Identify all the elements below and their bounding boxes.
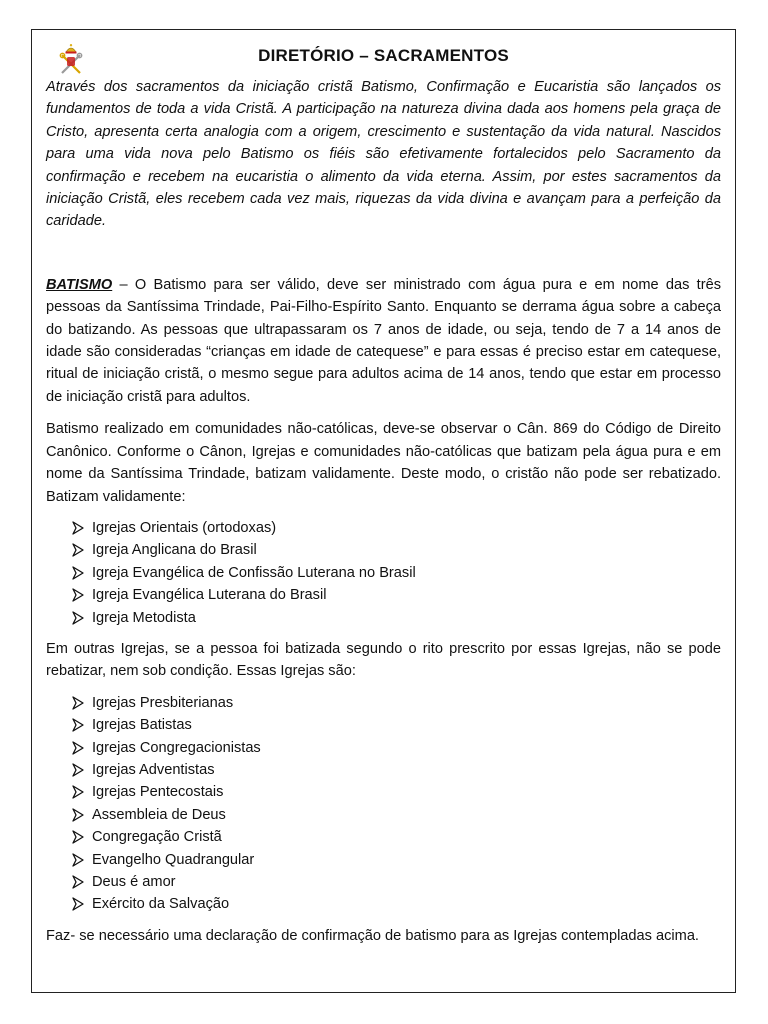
list-item (72, 804, 721, 826)
list-item-label: Igreja Evangélica de Confissão Luterana no Brasil (92, 564, 416, 581)
non-catholic-paragraph: Batismo realizado em comunidades não-católicas, deve-se observar o Cân. 869 do Código de Direito Canônico. Conforme o Cânon, Igrejas e comunidades não-católicas que batizam pela água pura e em nome da Santíssima Trindade, batizam validamente. Deste modo, o cristão não pode ser rebatizado. Batizam validamente: (46, 421, 721, 505)
batismo-term: BATISMO (46, 276, 113, 293)
arrowhead-bullet-icon (72, 741, 84, 755)
list-item (72, 584, 721, 606)
list-item-label: Evangelho Quadrangular (92, 851, 255, 868)
arrowhead-bullet-icon (72, 611, 84, 625)
list-item (72, 562, 721, 584)
page-title: DIRETÓRIO – SACRAMENTOS (258, 46, 509, 65)
list-item-label: Igrejas Adventistas (92, 761, 215, 778)
list-item (72, 737, 721, 759)
valid-churches-list (46, 517, 721, 629)
list-item-label: Igrejas Congregacionistas (92, 739, 261, 756)
list-item (72, 871, 721, 893)
other-churches-paragraph: Em outras Igrejas, se a pessoa foi batizada segundo o rito prescrito por essas Igrejas, não se pode rebatizar, nem sob condição. Essas Igrejas são: (46, 640, 721, 680)
arrowhead-bullet-icon (72, 718, 84, 732)
list-item (72, 714, 721, 736)
intro-paragraph: Através dos sacramentos da iniciação cristã Batismo, Confirmação e Eucaristia são lançados os fundamentos de toda a vida Cristã. A participação na natureza divina dada aos homens pela graça de Cristo, apresenta certa analogia com a origem, crescimento e sustentação da vida natural. Nascidos para uma vida nova pelo Batismo os fiéis são efetivamente fortalecidos pelo Sacramento da confirmação e recebem na eucaristia o alimento da vida eterna. Assim, por estes sacramentos da iniciação Cristã, eles recebem cada vez mais, riquezas da vida divina e avançam para a perfeição da caridade. (46, 79, 721, 230)
arrowhead-bullet-icon (72, 763, 84, 777)
arrowhead-bullet-icon (72, 785, 84, 799)
list-item (72, 759, 721, 781)
list-item (72, 539, 721, 561)
arrowhead-bullet-icon (72, 566, 84, 580)
document-body (46, 40, 721, 947)
list-item-label: Igreja Evangélica Luterana do Brasil (92, 587, 327, 604)
list-item-label: Igreja Anglicana do Brasil (92, 542, 257, 559)
list-item-label: Igrejas Pentecostais (92, 784, 224, 801)
arrowhead-bullet-icon (72, 853, 84, 867)
arrowhead-bullet-icon (72, 830, 84, 844)
list-item (72, 517, 721, 539)
list-item-label: Igrejas Presbiterianas (92, 694, 234, 711)
batismo-text: – O Batismo para ser válido, deve ser ministrado com água pura e em nome das três pessoas da Santíssima Trindade, Pai-Filho-Espírito Santo. Enquanto se derrama água sobre a cabeça do batizando. As pessoas que ultrapassaram os 7 anos de idade, ou seja, tendo de 7 a 14 anos de idade são consideradas “crianças em idade de catequese” e para essas é preciso estar em catequese, ritual de iniciação cristã, o mesmo segue para adultos acima de 14 anos, tendo que estar em processo de iniciação cristã para adultos. (46, 276, 721, 405)
batismo-paragraph (46, 274, 721, 408)
closing-paragraph: Faz- se necessário uma declaração de confirmação de batismo para as Igrejas contempladas acima. (46, 927, 699, 944)
document-header (46, 40, 721, 76)
other-churches-list (46, 692, 721, 916)
list-item-label: Igrejas Batistas (92, 717, 192, 734)
list-item (72, 781, 721, 803)
arrowhead-bullet-icon (72, 897, 84, 911)
list-item (72, 849, 721, 871)
arrowhead-bullet-icon (72, 543, 84, 557)
list-item-label: Deus é amor (92, 874, 176, 890)
list-item-label: Exército da Salvação (92, 896, 230, 913)
arrowhead-bullet-icon (72, 875, 84, 889)
list-item-label: Assembleia de Deus (92, 806, 226, 823)
list-item (72, 607, 721, 629)
list-item (72, 692, 721, 714)
list-item-label: Congregação Cristã (92, 829, 222, 846)
arrowhead-bullet-icon (72, 588, 84, 602)
arrowhead-bullet-icon (72, 521, 84, 535)
list-item (72, 893, 721, 915)
list-item-label: Igreja Metodista (92, 609, 196, 626)
arrowhead-bullet-icon (72, 696, 84, 710)
papal-keys-emblem-icon (58, 43, 84, 75)
arrowhead-bullet-icon (72, 808, 84, 822)
list-item-label: Igrejas Orientais (ortodoxas) (92, 519, 277, 536)
list-item (72, 826, 721, 848)
